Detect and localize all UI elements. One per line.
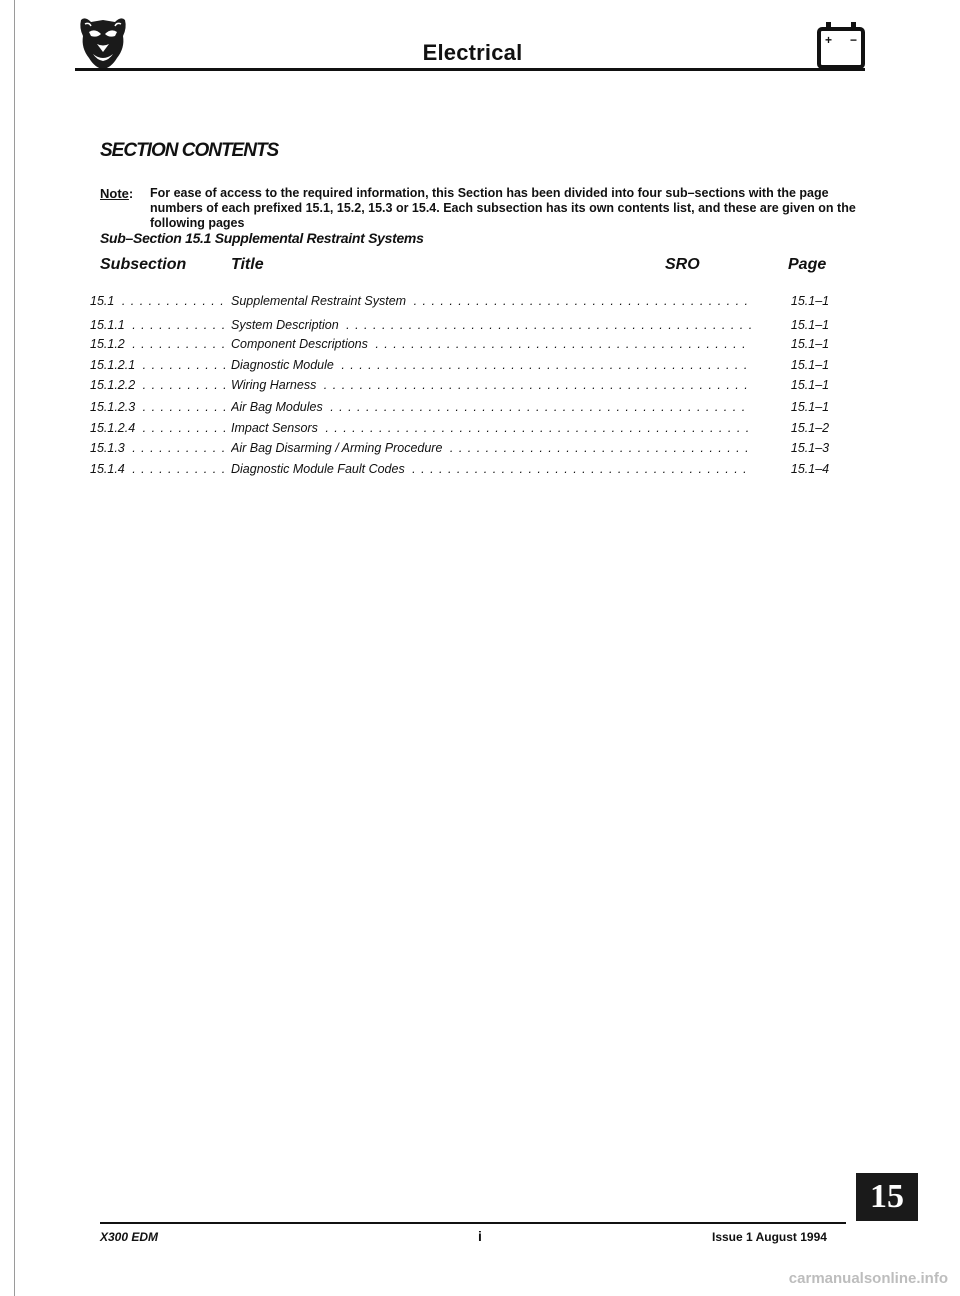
toc-page: 15.1–2 bbox=[790, 421, 830, 435]
toc-subsection-number: 15.1.4 . . . bbox=[90, 462, 225, 476]
toc-page: 15.1–3 bbox=[790, 441, 830, 455]
toc-subsection-number: 15.1.1 . . . bbox=[90, 318, 225, 332]
toc-title: Air Bag Modules . . . bbox=[231, 400, 751, 414]
footer-rule bbox=[100, 1222, 846, 1224]
battery-plus-label: + bbox=[824, 33, 833, 47]
toc-page: 15.1–1 bbox=[790, 294, 830, 308]
toc-title: Impact Sensors . . . bbox=[231, 421, 751, 435]
toc-row[interactable] bbox=[90, 294, 830, 314]
section-number-tab: 15 bbox=[856, 1173, 918, 1221]
header-title: Electrical bbox=[422, 40, 523, 65]
toc-row[interactable] bbox=[90, 421, 830, 441]
toc-page: 15.1–4 bbox=[790, 462, 830, 476]
battery-icon bbox=[816, 20, 866, 70]
note-text: For ease of access to the required information, this Section has been divided into four sub–sections with the page numbers of each prefixed 15.1, 15.2, 15.3 or 15.4. Each subsection has its own contents list, and these are given on the following pages bbox=[150, 186, 856, 230]
toc-subsection-number: 15.1 . . . bbox=[90, 294, 225, 308]
column-heading-page: Page bbox=[788, 256, 827, 273]
toc-subsection-number: 15.1.3 . . . bbox=[90, 441, 225, 455]
toc-row[interactable] bbox=[90, 400, 830, 420]
toc-subsection-number: 15.1.2.3 . . . bbox=[90, 400, 225, 414]
column-heading-sro: SRO bbox=[665, 256, 700, 273]
toc-row[interactable] bbox=[90, 337, 830, 357]
toc-title: System Description . . . bbox=[231, 318, 751, 332]
toc-row[interactable] bbox=[90, 462, 830, 482]
header-rule bbox=[75, 68, 865, 71]
subsection-heading: Sub–Section 15.1 Supplemental Restraint Systems bbox=[100, 230, 424, 246]
page-margin-line bbox=[14, 0, 15, 1296]
watermark: carmanualsonline.info bbox=[788, 1270, 948, 1287]
toc-subsection-number: 15.1.2.1 . . . bbox=[90, 358, 225, 372]
toc-page: 15.1–1 bbox=[790, 400, 830, 414]
battery-minus-label: − bbox=[849, 33, 858, 47]
toc-title: Supplemental Restraint System . . . bbox=[231, 294, 751, 308]
toc-subsection-number: 15.1.2.4 . . . bbox=[90, 421, 225, 435]
toc-row[interactable] bbox=[90, 378, 830, 398]
toc-title: Component Descriptions . . . bbox=[231, 337, 751, 351]
toc-title: Diagnostic Module Fault Codes . . . bbox=[231, 462, 751, 476]
toc-subsection-number: 15.1.2.2 . . . bbox=[90, 378, 225, 392]
footer-document-code: X300 EDM bbox=[100, 1230, 159, 1244]
toc-row[interactable] bbox=[90, 358, 830, 378]
page-header bbox=[75, 14, 870, 72]
toc-row[interactable] bbox=[90, 318, 830, 338]
toc-title: Diagnostic Module . . . bbox=[231, 358, 751, 372]
toc-subsection-number: 15.1.2 . . . bbox=[90, 337, 225, 351]
footer-page-number: i bbox=[478, 1228, 482, 1244]
section-title: SECTION CONTENTS bbox=[100, 140, 279, 161]
column-heading-subsection: Subsection bbox=[100, 256, 187, 273]
toc-page: 15.1–1 bbox=[790, 358, 830, 372]
toc-title: Wiring Harness . . . bbox=[231, 378, 751, 392]
footer-issue-date: Issue 1 August 1994 bbox=[712, 1230, 827, 1244]
toc-row[interactable] bbox=[90, 441, 830, 461]
column-heading-title: Title bbox=[231, 256, 264, 273]
toc-page: 15.1–1 bbox=[790, 337, 830, 351]
toc-page: 15.1–1 bbox=[790, 318, 830, 332]
toc-title: Air Bag Disarming / Arming Procedure . . . bbox=[231, 441, 751, 455]
toc-page: 15.1–1 bbox=[790, 378, 830, 392]
note-label: Note: bbox=[100, 186, 134, 201]
